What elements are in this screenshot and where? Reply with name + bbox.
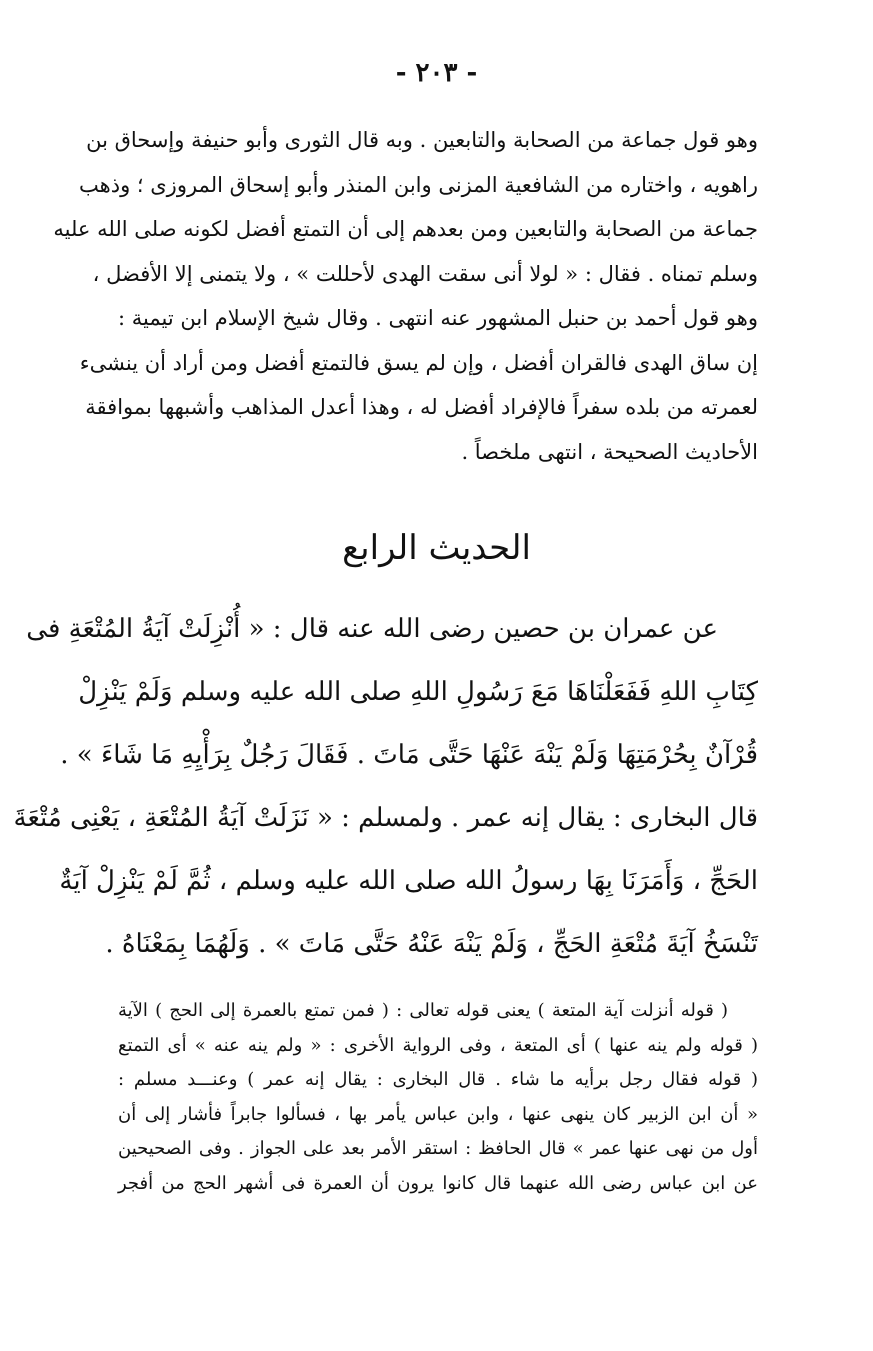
- note-line: « أن ابن الزبير كان ينهى عنها ، وابن عباس يأمر بها ، فسألوا جابراً فأشار إلى أن: [118, 1103, 758, 1125]
- hadith-line: عن عمران بن حصين رضى الله عنه قال : « أُنْزِلَتْ آيَةُ المُتْعَةِ فى: [26, 614, 718, 644]
- note-line: أول من نهى عنها عمر » قال الحافظ : استقر الأمر بعد على الجواز . وفى الصحيحين: [118, 1138, 758, 1160]
- hadith-line: قال البخارى : يقال إنه عمر . ولمسلم : « نَزَلَتْ آيَةُ المُتْعَةِ ، يَعْنِى مُتْعَةَ: [13, 803, 758, 833]
- intro-line: وهو قول أحمد بن حنبل المشهور عنه انتهى . وقال شيخ الإسلام ابن تيمية :: [118, 306, 758, 330]
- intro-line: إن ساق الهدى فالقران أفضل ، وإن لم يسق فالتمتع أفضل ومن أراد أن ينشىء: [79, 350, 758, 375]
- commentary-notes: [118, 994, 758, 1202]
- intro-line: الأحاديث الصحيحة ، انتهى ملخصاً .: [461, 439, 758, 464]
- intro-line: راهويه ، واختاره من الشافعية المزنى وابن المنذر وأبو إسحاق المروزى ؛ وذهب: [79, 172, 758, 197]
- note-line: عن ابن عباس رضى الله عنهما قال كانوا يرون أن العمرة فى أشهر الحج من أفجر: [118, 1172, 758, 1194]
- intro-line: جماعة من الصحابة والتابعين ومن بعدهم إلى أن التمتع أفضل لكونه صلى الله عليه: [53, 217, 758, 241]
- hadith-text: [13, 598, 758, 976]
- hadith-line: قُرْآنٌ بِحُرْمَتِهَا وَلَمْ يَنْهَ عَنْهَا حَتَّى مَاتَ . فَقَالَ رَجُلٌ بِرَأْيِهِ مَا شَاءَ » .: [60, 740, 758, 770]
- intro-paragraph: [53, 118, 758, 474]
- page-number: - ٢٠٣ -: [395, 58, 478, 88]
- hadith-line: كِتَابِ اللهِ فَفَعَلْنَاهَا مَعَ رَسُولِ اللهِ صلى الله عليه وسلم وَلَمْ يَنْزِلْ: [78, 677, 758, 707]
- intro-line: لعمرته من بلده سفراً فالإفراد أفضل له ، وهذا أعدل المذاهب وأشبهها بموافقة: [85, 395, 758, 419]
- hadith-line: تَنْسَخُ آيَةَ مُتْعَةِ الحَجِّ ، وَلَمْ يَنْهَ عَنْهُ حَتَّى مَاتَ » . وَلَهُمَا بِمَعْنَاهُ .: [105, 929, 758, 959]
- section-heading: الحديث الرابع: [342, 528, 531, 568]
- intro-line: وسلم تمناه . فقال : « لولا أنى سقت الهدى لأحللت » ، ولا يتمنى إلا الأفضل ،: [92, 261, 758, 286]
- intro-line: وهو قول جماعة من الصحابة والتابعين . وبه قال الثورى وأبو حنيفة وإسحاق بن: [86, 128, 758, 152]
- hadith-line: الحَجِّ ، وَأَمَرَنَا بِهَا رسولُ الله صلى الله عليه وسلم ، ثُمَّ لَمْ يَنْزِلْ آيَةٌ: [59, 866, 758, 896]
- note-line: ( قوله ولم ينه عنها ) أى المتعة ، وفى الرواية الأخرى : « ولم ينه عنه » أى التمتع: [118, 1034, 758, 1056]
- note-line: ( قوله أنزلت آية المتعة ) يعنى قوله تعالى : ( فمن تمتع بالعمرة إلى الحج ) الآية: [118, 1000, 728, 1021]
- note-line: ( قوله فقال رجل برأيه ما شاء . قال البخارى : يقال إنه عمر ) وعنـــد مسلم :: [118, 1069, 758, 1091]
